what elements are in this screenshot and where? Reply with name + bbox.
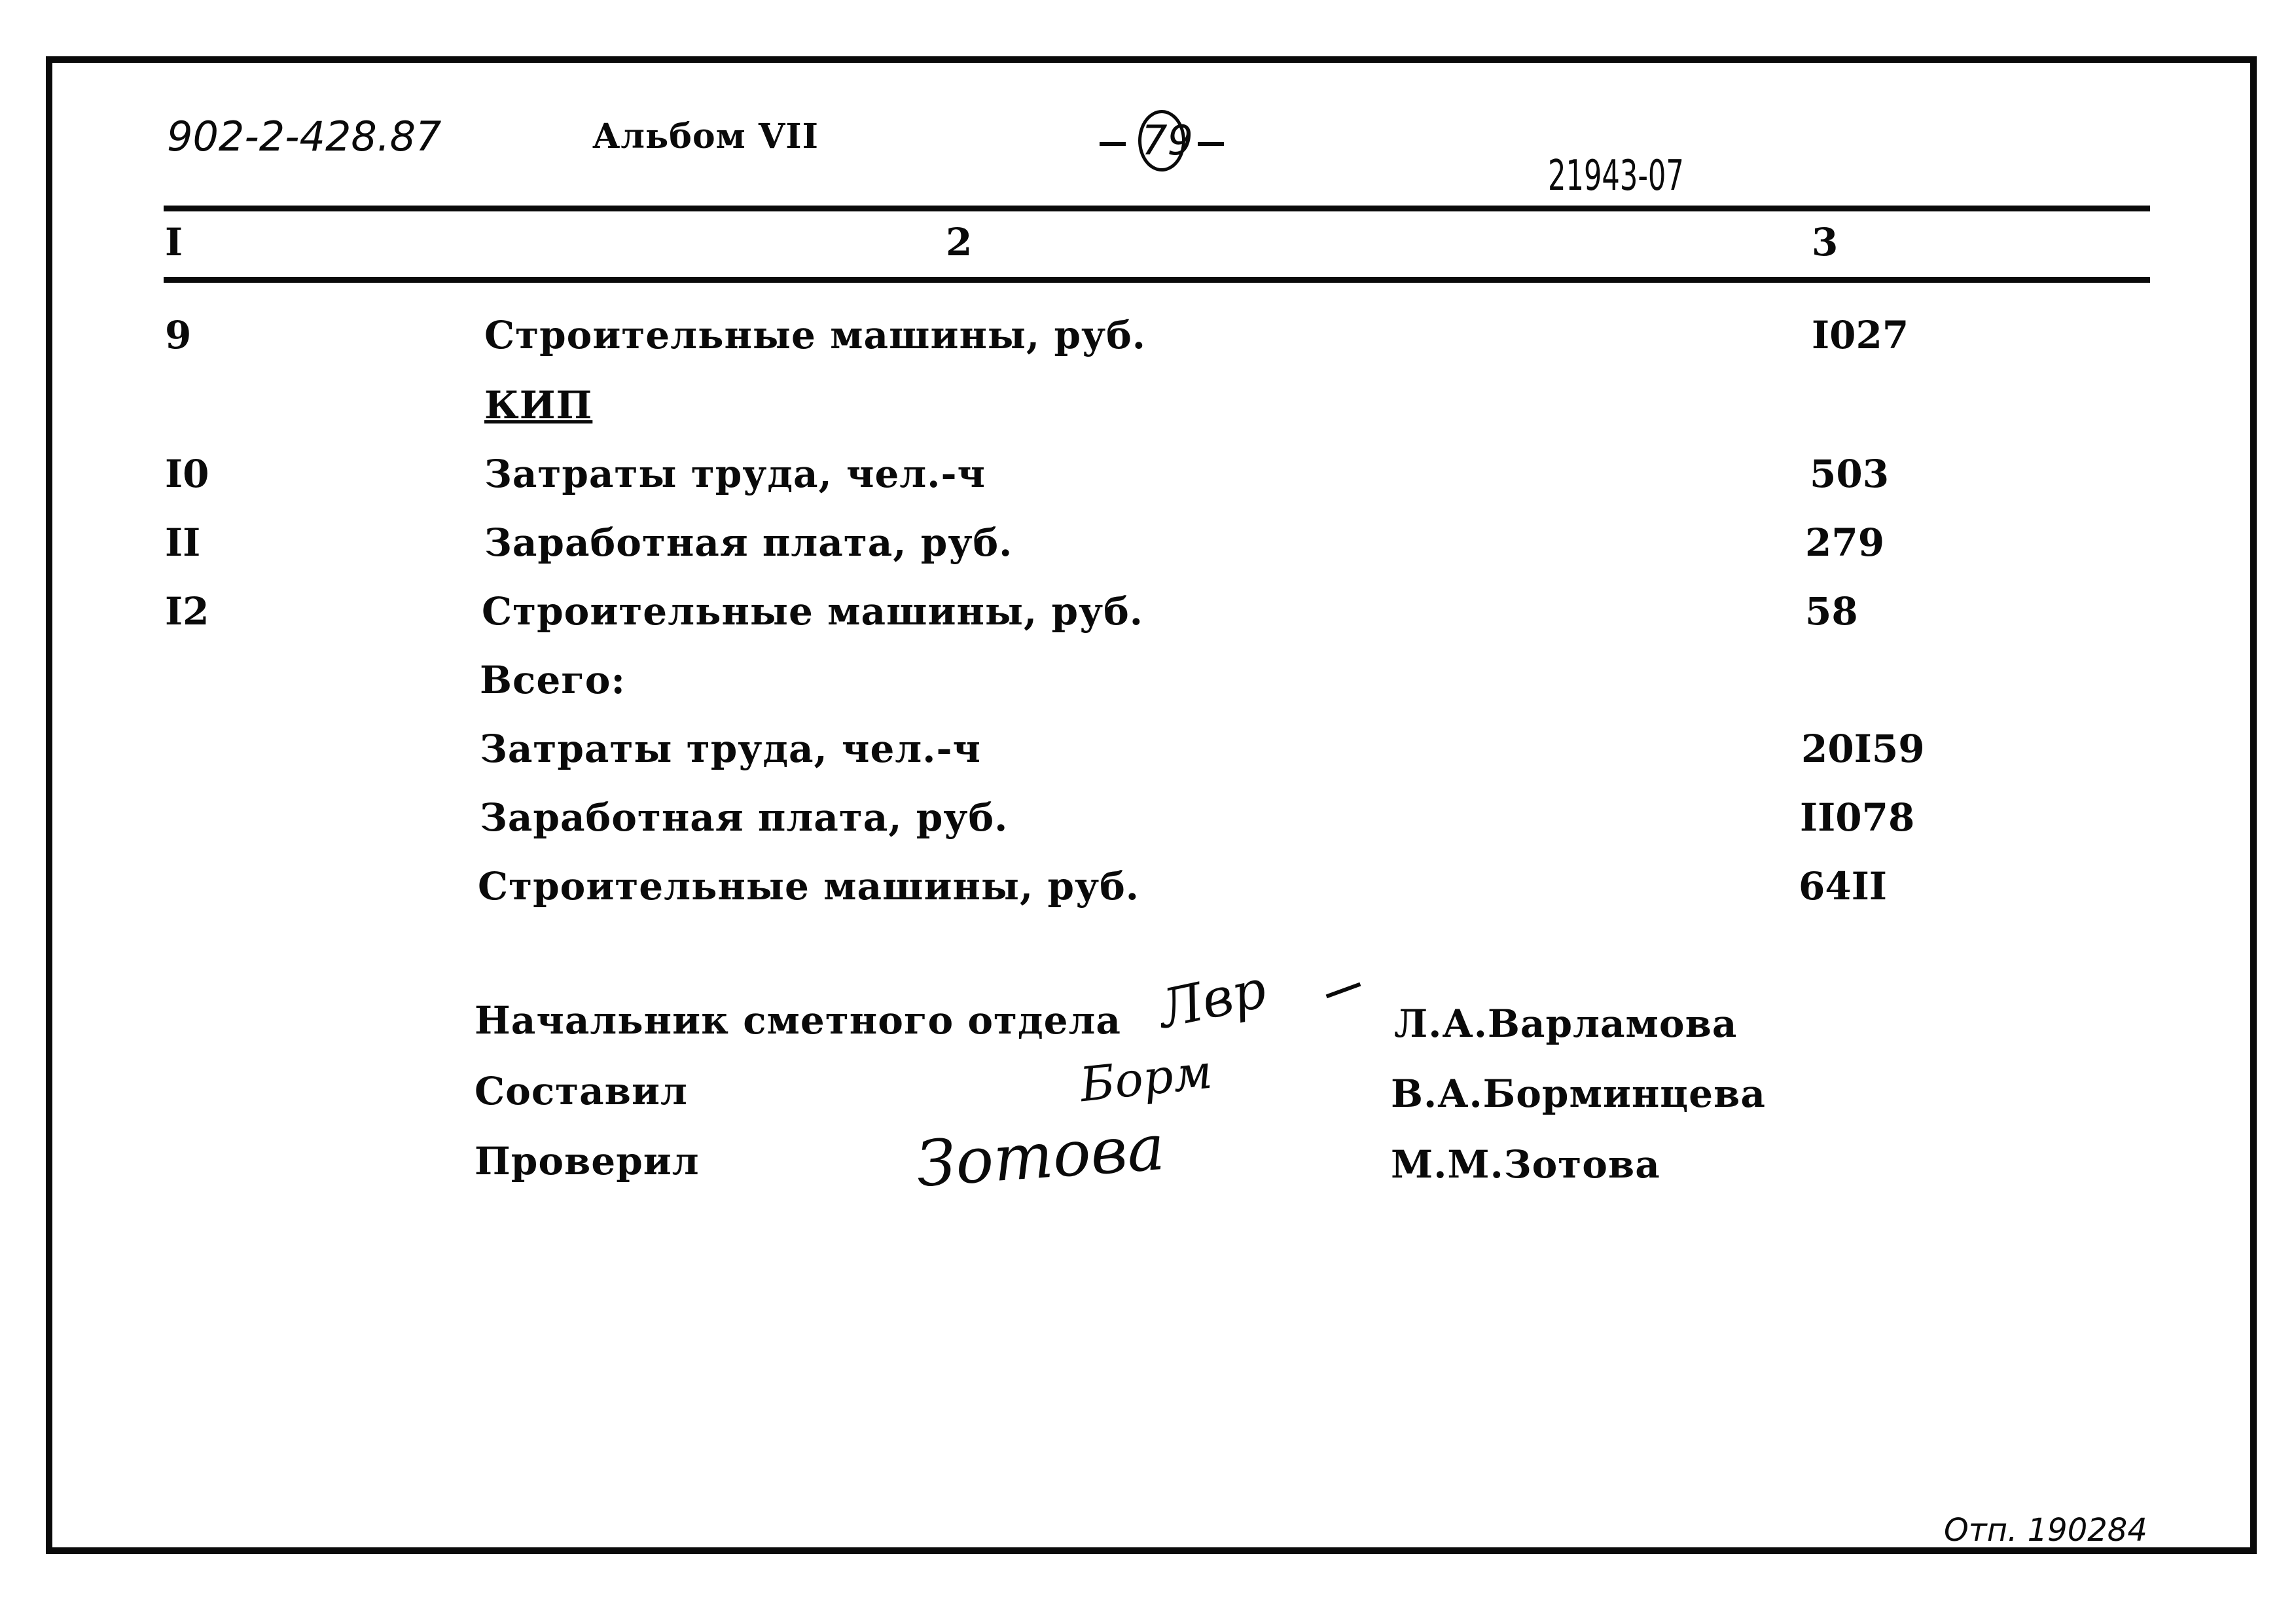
handwritten-signature: Зотова (914, 1110, 1167, 1202)
row-label: Строительные машины, руб. (482, 589, 1143, 634)
signature-name: В.А.Борминцева (1391, 1071, 1766, 1116)
document-code: 902-2-428.87 (167, 113, 442, 160)
row-label: Строительные машины, руб. (478, 864, 1139, 909)
album-label: Альбом VII (592, 117, 819, 156)
header-rule-bottom (164, 277, 2150, 283)
signature-name: М.М.Зотова (1391, 1142, 1660, 1187)
signature-role: Проверил (475, 1139, 700, 1183)
row-number: I0 (165, 452, 209, 496)
row-value: II078 (1800, 795, 1915, 840)
handwritten-signature: Лвр (1153, 958, 1272, 1041)
dash-left (1100, 142, 1126, 146)
row-label: Заработная плата, руб. (480, 795, 1009, 840)
row-value: I027 (1812, 313, 1909, 357)
row-label: Строительные машины, руб. (484, 313, 1146, 357)
section-label-kip: КИП (484, 383, 593, 427)
row-value: 503 (1810, 452, 1890, 496)
inventory-number: 21943-07 (1548, 152, 1684, 200)
signature-name: Л.А.Варламова (1394, 1001, 1738, 1046)
header-rule-top (164, 206, 2150, 211)
row-label: Затраты труда, чел.-ч (480, 727, 981, 771)
column-header-2: 2 (946, 220, 973, 264)
row-label: Затраты труда, чел.-ч (484, 452, 986, 496)
handwritten-signature: Борм (1077, 1043, 1215, 1113)
signature-role: Начальник сметного отдела (475, 998, 1121, 1043)
page-number-circle: 79 (1138, 110, 1185, 171)
signature-role: Составил (475, 1069, 688, 1113)
row-value: 64II (1799, 864, 1887, 909)
page-number (1100, 110, 1224, 171)
row-value: 20I59 (1801, 727, 1925, 771)
row-number: I2 (165, 589, 209, 634)
row-label: Заработная плата, руб. (484, 520, 1013, 565)
handwritten-footer-note: Отп. 190284 (1944, 1512, 2147, 1549)
column-header-3: 3 (1812, 220, 1839, 264)
row-value: 58 (1805, 589, 1858, 634)
dash-right (1198, 142, 1224, 146)
row-number: 9 (165, 313, 192, 357)
total-label: Всего: (480, 658, 626, 702)
row-number: II (165, 520, 201, 565)
column-header-1: I (165, 220, 184, 264)
row-value: 279 (1805, 520, 1885, 565)
